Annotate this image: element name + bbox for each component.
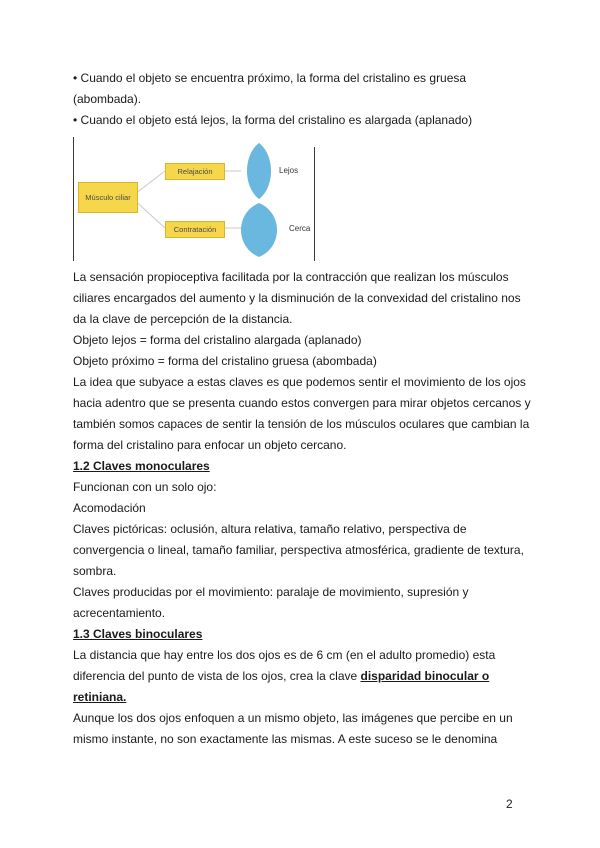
heading-binocular: 1.3 Claves binoculares	[73, 627, 203, 641]
far-label: Lejos	[279, 166, 299, 175]
paragraph-binocular-images: Aunque los dos ojos enfoquen a un mismo objeto, las imágenes que percibe en un mismo instante, no son exactamente las mismas. A este suceso se le denomina	[73, 711, 513, 746]
bullet-far: • Cuando el objeto está lejos, la forma del cristalino es alargada (aplanado)	[73, 113, 473, 127]
paragraph-idea: La idea que subyace a estas claves es que podemos sentir el movimiento de los ojos hacia adentro que se presenta cuando estos convergen para mirar objetos cercanos y también somos capaces de sentir la tensión de los músculos oculares que cambian la forma del cristalino para enfocar un objeto cercano.	[73, 375, 531, 452]
accommodation-figure	[73, 137, 315, 261]
monocular-line-3: Claves pictóricas: oclusión, altura relativa, tamaño relativo, perspectiva de convergencia o lineal, tamaño familiar, perspectiva atmosférica, gradiente de textura, sombra.	[73, 522, 524, 578]
bullet-near: • Cuando el objeto se encuentra próximo, la forma del cristalino es gruesa (abombada).	[73, 71, 467, 106]
paragraph-far-object: Objeto lejos = forma del cristalino alargada (aplanado)	[73, 333, 362, 347]
monocular-line-4: Claves producidas por el movimiento: paralaje de movimiento, supresión y acrecentamiento.	[73, 585, 469, 620]
monocular-line-2: Acomodación	[73, 501, 146, 515]
monocular-line-1: Funcionan con un solo ojo:	[73, 480, 217, 494]
relaxation-label: Relajación	[177, 167, 213, 176]
page-content	[73, 68, 533, 750]
lens-near-icon	[241, 203, 277, 257]
heading-monocular: 1.2 Claves monoculares	[73, 459, 210, 473]
near-label: Cerca	[289, 224, 311, 233]
contraction-label: Contratación	[173, 225, 217, 234]
relaxation-box	[165, 163, 225, 180]
binocular-text: La distancia que hay entre los dos ojos es de 6 cm (en el adulto promedio) esta diferencia del punto de vista de los ojos, crea la clave	[73, 648, 496, 683]
binocular-disparity-term: disparidad binocular o retiniana.	[73, 669, 490, 704]
contraction-box	[165, 221, 225, 238]
ciliary-muscle-box	[78, 182, 138, 213]
paragraph-binocular-distance	[73, 645, 533, 708]
paragraph-proprioceptive: La sensación propioceptiva facilitada por la contracción que realizan los músculos ciliares encargados del aumento y la disminución de la convexidad del cristalino nos da la clave de percepción de la distancia.	[73, 270, 521, 326]
paragraph-near-object: Objeto próximo = forma del cristalino gruesa (abombada)	[73, 354, 377, 368]
page-number: 2	[506, 797, 513, 811]
ciliary-muscle-label: Músculo ciliar	[85, 193, 131, 202]
lens-far-icon	[247, 143, 271, 199]
